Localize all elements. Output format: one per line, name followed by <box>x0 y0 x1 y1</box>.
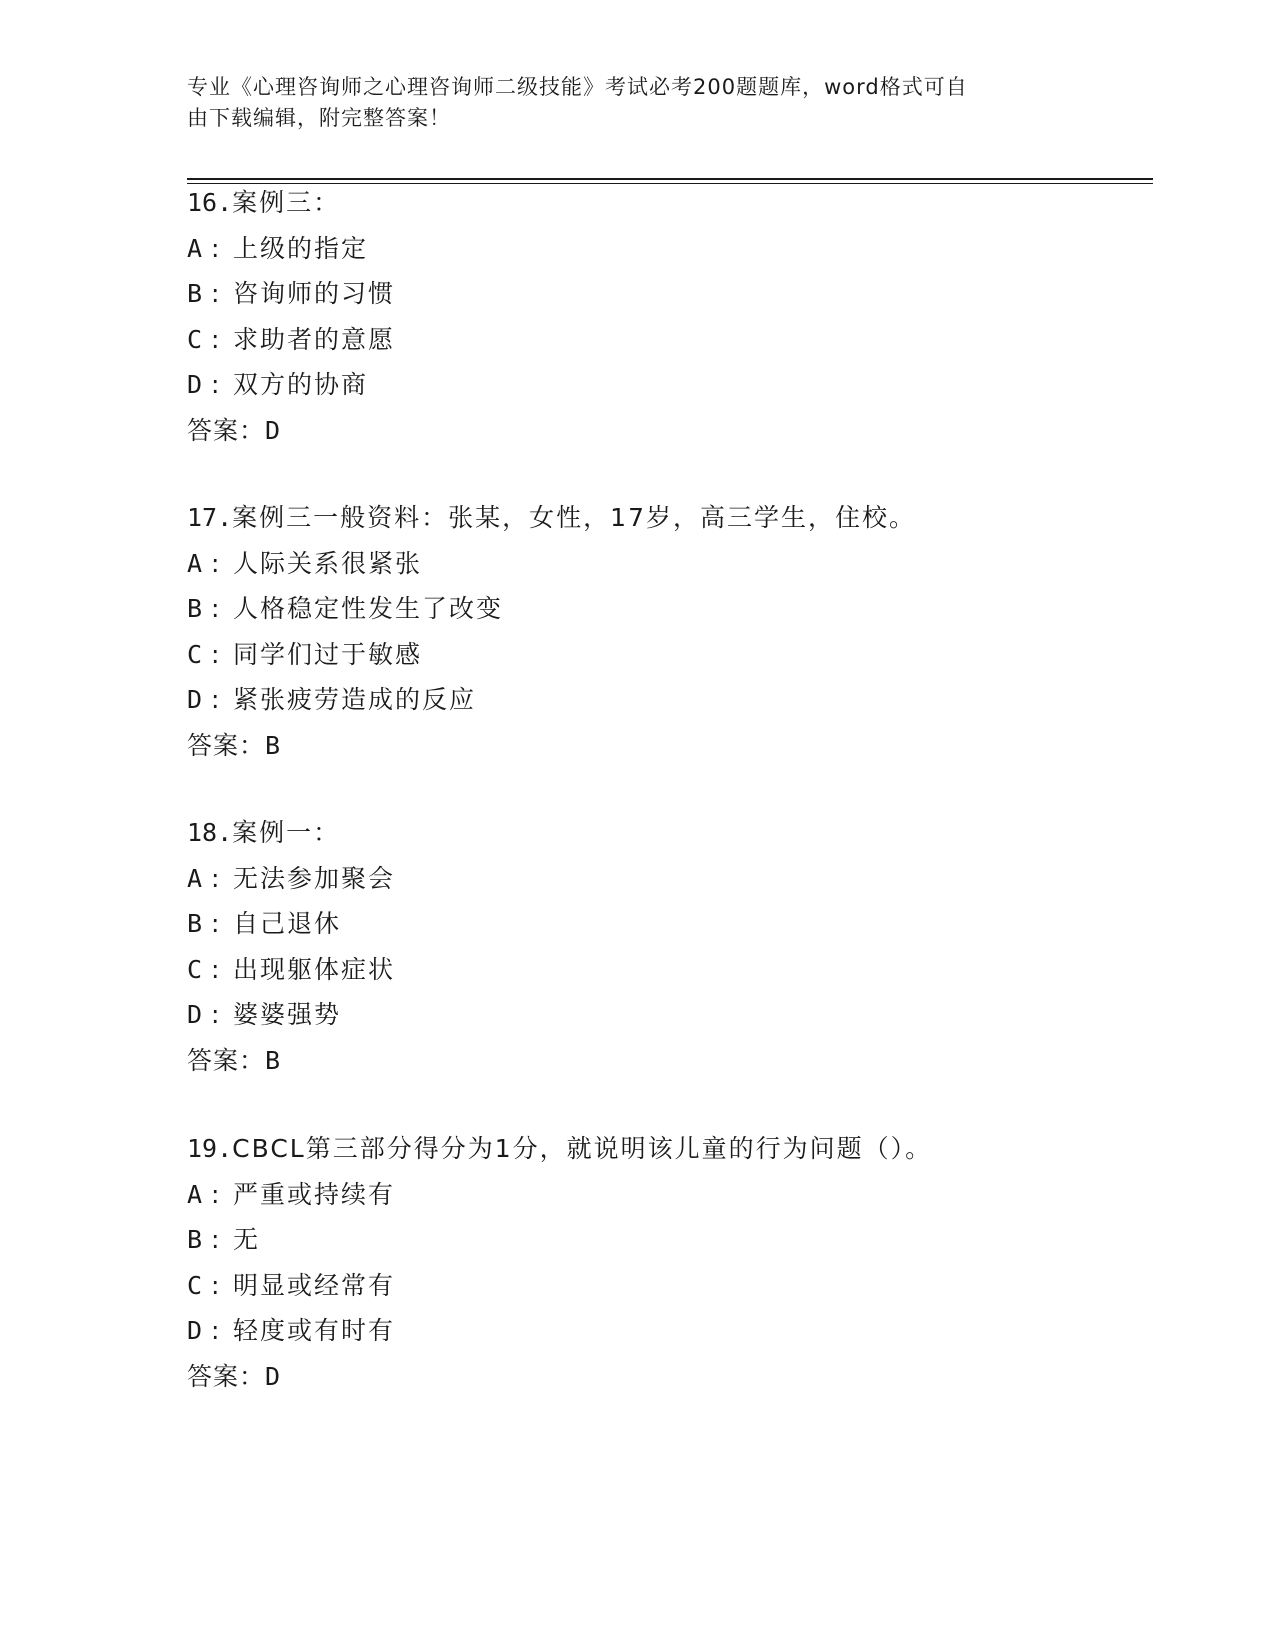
question-stem-line <box>187 1126 1167 1172</box>
option-d <box>187 677 1167 723</box>
answer-line <box>187 408 1167 454</box>
option-b <box>187 1217 1167 1263</box>
option-colon: : <box>211 594 222 623</box>
answer-label: 答案： <box>187 730 266 760</box>
option-colon: : <box>211 370 222 399</box>
option-b <box>187 901 1167 947</box>
option-letter: B <box>187 279 203 308</box>
answer-line <box>187 1038 1167 1084</box>
option-b <box>187 586 1167 632</box>
option-text: 无法参加聚会 <box>233 863 396 893</box>
option-letter: D <box>187 1316 203 1345</box>
answer-line <box>187 723 1167 769</box>
option-letter: B <box>187 1225 203 1254</box>
question-stem: 案例三： <box>232 188 341 217</box>
option-letter: C <box>187 954 203 984</box>
question-stem: 案例三一般资料：张某，女性，17岁，高三学生，住校。 <box>232 503 916 532</box>
option-text: 上级的指定 <box>233 233 369 263</box>
option-d <box>187 1308 1167 1354</box>
option-text: 人格稳定性发生了改变 <box>233 594 504 623</box>
option-colon: : <box>211 1270 222 1300</box>
option-colon: : <box>211 1225 222 1254</box>
answer-value: D <box>265 1361 282 1391</box>
option-colon: : <box>211 324 222 354</box>
option-colon: : <box>211 909 222 938</box>
option-text: 无 <box>233 1225 261 1254</box>
answer-line <box>187 1354 1167 1400</box>
question-18 <box>187 810 1167 1083</box>
option-colon: : <box>211 548 222 578</box>
question-number: 19. <box>187 1134 233 1163</box>
option-text: 人际关系很紧张 <box>233 548 423 578</box>
option-letter: C <box>187 324 203 354</box>
option-letter: A <box>187 1179 203 1209</box>
option-text: 自己退休 <box>233 909 342 938</box>
option-text: 婆婆强势 <box>233 1000 342 1029</box>
question-16 <box>187 180 1167 453</box>
question-stem: 案例一： <box>232 818 341 847</box>
option-letter: D <box>187 685 203 714</box>
answer-label: 答案： <box>187 1361 266 1391</box>
question-number: 17. <box>187 503 233 532</box>
option-a <box>187 856 1167 902</box>
option-c <box>187 947 1167 993</box>
question-stem-line <box>187 810 1167 856</box>
answer-label: 答案： <box>187 1045 266 1075</box>
option-colon: : <box>211 954 222 984</box>
option-letter: D <box>187 370 203 399</box>
option-letter: A <box>187 863 203 893</box>
option-text: 轻度或有时有 <box>233 1316 396 1345</box>
option-letter: D <box>187 1000 203 1029</box>
option-c <box>187 632 1167 678</box>
option-letter: C <box>187 1270 203 1300</box>
option-text: 同学们过于敏感 <box>233 639 423 669</box>
option-text: 求助者的意愿 <box>233 324 396 354</box>
option-a <box>187 1172 1167 1218</box>
question-19 <box>187 1126 1167 1399</box>
option-colon: : <box>211 639 222 669</box>
option-colon: : <box>211 863 222 893</box>
option-colon: : <box>211 1316 222 1345</box>
question-stem: CBCL第三部分得分为1分，就说明该儿童的行为问题（）。 <box>232 1134 933 1163</box>
option-letter: A <box>187 548 203 578</box>
option-colon: : <box>211 685 222 714</box>
option-d <box>187 362 1167 408</box>
document-header <box>187 72 1067 134</box>
answer-value: B <box>265 730 282 760</box>
header-line-2: 由下载编辑，附完整答案！ <box>187 106 451 130</box>
option-text: 明显或经常有 <box>233 1270 396 1300</box>
option-text: 严重或持续有 <box>233 1179 396 1209</box>
answer-label: 答案： <box>187 415 266 445</box>
option-colon: : <box>211 279 222 308</box>
answer-value: B <box>265 1045 282 1075</box>
option-text: 出现躯体症状 <box>233 954 396 984</box>
question-number: 18. <box>187 818 233 847</box>
option-text: 双方的协商 <box>233 370 369 399</box>
option-c <box>187 1263 1167 1309</box>
question-number: 16. <box>187 188 233 217</box>
option-text: 紧张疲劳造成的反应 <box>233 685 477 714</box>
question-stem-line <box>187 495 1167 541</box>
option-text: 咨询师的习惯 <box>233 279 396 308</box>
option-letter: C <box>187 639 203 669</box>
answer-value: D <box>265 415 282 445</box>
option-colon: : <box>211 233 222 263</box>
option-c <box>187 317 1167 363</box>
option-a <box>187 226 1167 272</box>
option-a <box>187 541 1167 587</box>
option-colon: : <box>211 1179 222 1209</box>
option-d <box>187 992 1167 1038</box>
header-line-1: 专业《心理咨询师之心理咨询师二级技能》考试必考200题题库，word格式可自 <box>187 75 968 99</box>
option-letter: A <box>187 233 203 263</box>
question-stem-line <box>187 180 1167 226</box>
question-17 <box>187 495 1167 768</box>
option-letter: B <box>187 594 203 623</box>
option-b <box>187 271 1167 317</box>
option-colon: : <box>211 1000 222 1029</box>
option-letter: B <box>187 909 203 938</box>
